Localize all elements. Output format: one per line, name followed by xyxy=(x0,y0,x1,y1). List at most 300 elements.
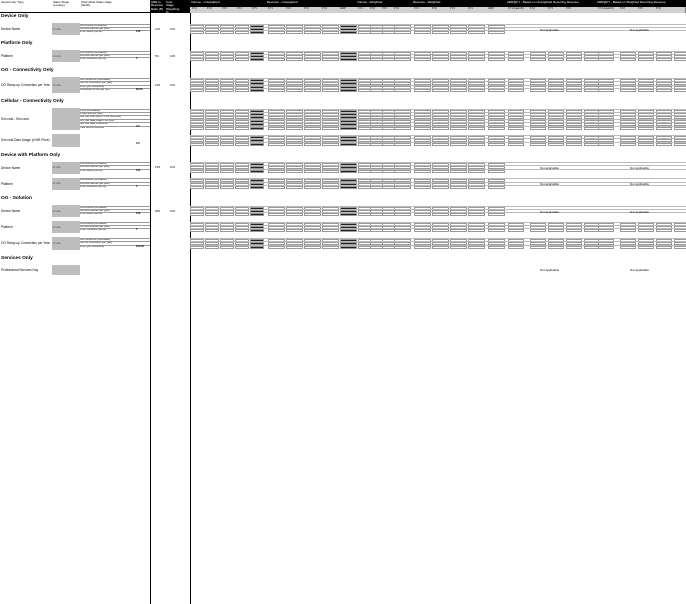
grid-cell[interactable] xyxy=(432,127,449,130)
grid-cell[interactable] xyxy=(468,213,485,216)
grid-cell[interactable] xyxy=(205,170,219,173)
grid-cell[interactable] xyxy=(190,246,204,249)
data-row xyxy=(190,228,686,232)
unit-cell[interactable] xyxy=(52,77,80,93)
grid-cell[interactable] xyxy=(450,31,467,34)
section-title: Platform Only xyxy=(1,41,33,47)
unit-cell[interactable] xyxy=(52,205,80,217)
data-grid xyxy=(190,221,686,233)
grid-cell[interactable] xyxy=(220,58,234,61)
grid-cell[interactable] xyxy=(340,186,357,189)
grid-cell[interactable] xyxy=(220,229,234,232)
arr-cell[interactable] xyxy=(598,143,614,146)
unit-cell[interactable] xyxy=(52,23,80,35)
grid-cell[interactable] xyxy=(468,186,485,189)
grid-cell[interactable] xyxy=(190,127,204,130)
grid-cell[interactable] xyxy=(250,89,264,92)
grid-cell[interactable] xyxy=(304,143,321,146)
grid-cell[interactable] xyxy=(235,246,249,249)
arr-cell[interactable] xyxy=(530,143,546,146)
grid-cell[interactable] xyxy=(468,58,485,61)
grid-cell[interactable] xyxy=(450,246,467,249)
data-grid xyxy=(190,23,686,35)
row-label: Full New Devices (per year) xyxy=(80,165,150,169)
grid-cell[interactable] xyxy=(250,170,264,173)
grid-cell[interactable] xyxy=(268,229,285,232)
grid-cell[interactable] xyxy=(432,58,449,61)
grid-cell[interactable] xyxy=(304,246,321,249)
arr-cell[interactable] xyxy=(638,58,654,61)
grid-cell[interactable] xyxy=(286,170,303,173)
grid-cell[interactable] xyxy=(220,213,234,216)
grid-cell[interactable] xyxy=(340,31,357,34)
cost-weighting-value[interactable]: 10% xyxy=(170,54,176,58)
grid-cell[interactable] xyxy=(432,213,449,216)
grid-cell[interactable] xyxy=(220,31,234,34)
grid-cell[interactable] xyxy=(488,127,505,130)
arr-ratio-value[interactable]: 25% xyxy=(155,209,161,213)
grid-cell[interactable] xyxy=(414,31,431,34)
data-row xyxy=(190,88,686,92)
grid-cell[interactable] xyxy=(340,213,357,216)
arr-cell[interactable] xyxy=(620,127,636,130)
arr-cell[interactable] xyxy=(674,127,686,130)
grid-cell[interactable] xyxy=(450,213,467,216)
arr-cell[interactable] xyxy=(508,58,524,61)
grid-cell[interactable] xyxy=(488,170,505,173)
cost-weighting-value[interactable]: 10% xyxy=(170,83,176,87)
grid-cell[interactable] xyxy=(322,31,339,34)
arr-ratio-value[interactable]: 10% xyxy=(155,27,161,31)
arr-u-fy1: FY1 (Launch) xyxy=(508,7,524,10)
grid-cell[interactable] xyxy=(220,127,234,130)
grid-cell[interactable] xyxy=(286,246,303,249)
grid-cell[interactable] xyxy=(205,246,219,249)
grid-cell[interactable] xyxy=(304,31,321,34)
arr-cell[interactable] xyxy=(656,229,672,232)
grid-cell[interactable] xyxy=(432,246,449,249)
row-label: Price: device ($USD) xyxy=(80,169,150,173)
grid-cell[interactable] xyxy=(205,127,219,130)
grid-cell[interactable] xyxy=(250,186,264,189)
arr-cell[interactable] xyxy=(674,89,686,92)
block-label: Professional Services Day xyxy=(1,267,39,272)
data-row xyxy=(190,169,686,173)
grid-cell[interactable] xyxy=(488,229,505,232)
arr-cell[interactable] xyxy=(620,143,636,146)
grid-cell[interactable] xyxy=(468,143,485,146)
grid-cell[interactable] xyxy=(450,186,467,189)
grid-cell[interactable] xyxy=(235,213,249,216)
arr-cell[interactable] xyxy=(566,229,582,232)
grid-cell[interactable] xyxy=(394,213,411,216)
grid-cell[interactable] xyxy=(414,89,431,92)
grid-cell[interactable] xyxy=(286,58,303,61)
grid-cell[interactable] xyxy=(394,127,411,130)
arr-cell[interactable] xyxy=(508,229,524,232)
grid-cell[interactable] xyxy=(235,143,249,146)
grid-cell[interactable] xyxy=(304,213,321,216)
arr-cell[interactable] xyxy=(566,58,582,61)
row-label: Price: device ($USD) xyxy=(80,30,150,34)
grid-cell[interactable] xyxy=(190,89,204,92)
arr-cell[interactable] xyxy=(638,246,654,249)
input-value[interactable]: 100 xyxy=(136,212,141,216)
grid-cell[interactable] xyxy=(394,143,411,146)
grid-cell[interactable] xyxy=(220,89,234,92)
grid-cell[interactable] xyxy=(450,143,467,146)
row-label: Price: device ($USD) xyxy=(80,212,150,216)
grid-cell[interactable] xyxy=(432,31,449,34)
arr-cell[interactable] xyxy=(638,143,654,146)
arr-w-fy3: FY3 xyxy=(638,7,643,10)
input-value[interactable]: $12.00 xyxy=(136,244,144,248)
arr-cell[interactable] xyxy=(548,58,564,61)
arr-weighted-na: Not applicable xyxy=(630,209,650,214)
grid-cell[interactable] xyxy=(340,58,357,61)
cost-weighting-value[interactable]: 10% xyxy=(170,166,176,170)
arr-cell[interactable] xyxy=(598,127,614,130)
grid-cell[interactable] xyxy=(235,89,249,92)
grid-cell[interactable] xyxy=(414,246,431,249)
grid-cell[interactable] xyxy=(322,246,339,249)
grid-cell[interactable] xyxy=(322,127,339,130)
grid-cell[interactable] xyxy=(304,127,321,130)
period-fy2: FY2 xyxy=(207,7,212,10)
row-label: Price: rev/device ($USD) xyxy=(80,228,150,232)
model-block xyxy=(0,162,686,174)
arr-cell[interactable] xyxy=(508,143,524,146)
grid-cell[interactable] xyxy=(235,170,249,173)
arr-ratio-value[interactable]: 5% xyxy=(155,54,159,58)
grid-cell[interactable] xyxy=(394,246,411,249)
header-arr-ratio: ARR to Revenue Ratio (B) xyxy=(150,0,165,13)
grid-cell[interactable] xyxy=(468,89,485,92)
data-row xyxy=(190,126,686,130)
arr-cell[interactable] xyxy=(566,89,582,92)
grid-cell[interactable] xyxy=(432,143,449,146)
grid-cell[interactable] xyxy=(190,186,204,189)
arr-cell[interactable] xyxy=(598,58,614,61)
grid-cell[interactable] xyxy=(250,143,264,146)
arr-cell[interactable] xyxy=(508,89,524,92)
arr-cell[interactable] xyxy=(598,229,614,232)
arr-ratio-value[interactable]: 15% xyxy=(155,83,161,87)
grid-cell[interactable] xyxy=(268,127,285,130)
arr-cell[interactable] xyxy=(548,127,564,130)
grid-cell[interactable] xyxy=(432,229,449,232)
grid-cell[interactable] xyxy=(268,186,285,189)
input-value[interactable]: 5 xyxy=(136,228,138,232)
grid-cell[interactable] xyxy=(286,186,303,189)
grid-cell[interactable] xyxy=(340,143,357,146)
row-label: Full Devices (cumulative) xyxy=(80,222,150,226)
column-divider xyxy=(150,13,151,604)
grid-cell[interactable] xyxy=(205,186,219,189)
grid-cell[interactable] xyxy=(488,143,505,146)
arr-cell[interactable] xyxy=(656,58,672,61)
input-value[interactable]: 100 xyxy=(136,30,141,34)
row-label: Full New Devices (per year) xyxy=(80,27,150,31)
w-period-fy4: FY4 xyxy=(394,7,399,10)
unit-cell[interactable] xyxy=(52,134,80,146)
arr-cell[interactable] xyxy=(548,143,564,146)
grid-cell[interactable] xyxy=(414,143,431,146)
grid-cell[interactable] xyxy=(322,143,339,146)
wr-period-fy1: FY1 xyxy=(414,7,419,10)
block-label: Sim cost Data Usage (# MB Price) xyxy=(1,138,50,143)
arr-cell[interactable] xyxy=(508,246,524,249)
unit-cell[interactable] xyxy=(52,178,80,190)
section-title: Cellular - Connectivity Only xyxy=(1,99,64,104)
arr-unweighted-na: Not applicable xyxy=(540,166,560,171)
unit-cell[interactable] xyxy=(52,50,80,62)
input-value[interactable]: 5 xyxy=(136,57,138,61)
arr-cell[interactable] xyxy=(530,58,546,61)
grid-cell[interactable] xyxy=(488,89,505,92)
grid-cell[interactable] xyxy=(450,58,467,61)
row-label: Total Service Revenue xyxy=(80,126,150,130)
cost-weighting-value[interactable]: 10% xyxy=(170,27,176,31)
sheet-header xyxy=(0,0,686,13)
grid-cell[interactable] xyxy=(394,89,411,92)
arr-cell[interactable] xyxy=(638,127,654,130)
grid-cell[interactable] xyxy=(414,127,431,130)
model-block xyxy=(0,108,686,130)
grid-cell[interactable] xyxy=(286,31,303,34)
grid-cell[interactable] xyxy=(268,89,285,92)
grid-cell[interactable] xyxy=(205,229,219,232)
grid-cell[interactable] xyxy=(488,186,505,189)
arr-u-fy2: FY2 xyxy=(530,7,535,10)
grid-cell[interactable] xyxy=(488,246,505,249)
grid-cell[interactable] xyxy=(205,143,219,146)
grid-cell[interactable] xyxy=(488,31,505,34)
input-value[interactable]: 2.5 xyxy=(136,125,140,129)
arr-cell[interactable] xyxy=(638,89,654,92)
unit-cell[interactable] xyxy=(52,221,80,233)
arr-u-fy4: FY4 xyxy=(566,7,571,10)
block-label: Device Name xyxy=(1,209,21,214)
arr-cell[interactable] xyxy=(620,89,636,92)
arr-cell[interactable] xyxy=(656,127,672,130)
grid-cell[interactable] xyxy=(414,170,431,173)
unit-cell[interactable] xyxy=(52,162,80,174)
block-label: Platform xyxy=(1,225,13,230)
grid-cell[interactable] xyxy=(450,170,467,173)
grid-cell[interactable] xyxy=(268,58,285,61)
wr-period-grp: GRP xyxy=(488,7,494,10)
grid-cell[interactable] xyxy=(286,89,303,92)
grid-cell[interactable] xyxy=(468,246,485,249)
grid-cell[interactable] xyxy=(286,229,303,232)
grid-cell[interactable] xyxy=(190,213,204,216)
grid-cell[interactable] xyxy=(286,213,303,216)
header-volume-weighted: Volume - Weighted xyxy=(356,0,412,7)
grid-cell[interactable] xyxy=(190,58,204,61)
grid-cell[interactable] xyxy=(190,143,204,146)
arr-cell[interactable] xyxy=(656,89,672,92)
arr-cell[interactable] xyxy=(548,229,564,232)
arr-cell[interactable] xyxy=(548,246,564,249)
arr-cell[interactable] xyxy=(566,143,582,146)
grid-cell[interactable] xyxy=(432,89,449,92)
grid-cell[interactable] xyxy=(205,89,219,92)
input-value[interactable]: 0.6 xyxy=(136,141,140,145)
unit-cell[interactable] xyxy=(52,108,80,130)
grid-cell[interactable] xyxy=(450,89,467,92)
rev-period-fy3: FY3 xyxy=(304,7,309,10)
rev-period-fy4: FY4 xyxy=(322,7,327,10)
arr-unweighted-na: Not Applicable xyxy=(540,267,560,272)
grid-cell[interactable] xyxy=(235,58,249,61)
arr-cell[interactable] xyxy=(530,89,546,92)
row-label: Sim cost Data Usage Price (Mb) xyxy=(80,119,150,123)
arr-w-fy2: FY2 xyxy=(620,7,625,10)
arr-cell[interactable] xyxy=(566,127,582,130)
unit-label: in units xyxy=(53,241,61,245)
grid-cell[interactable] xyxy=(394,229,411,232)
grid-cell[interactable] xyxy=(250,213,264,216)
grid-cell[interactable] xyxy=(432,170,449,173)
data-grid xyxy=(190,77,686,93)
grid-cell[interactable] xyxy=(322,213,339,216)
grid-cell[interactable] xyxy=(340,127,357,130)
input-value[interactable]: $5.00 xyxy=(136,87,143,91)
arr-u-fy3: FY3 xyxy=(548,7,553,10)
grid-cell[interactable] xyxy=(468,170,485,173)
arr-cell[interactable] xyxy=(530,127,546,130)
unit-cell[interactable] xyxy=(52,265,80,275)
grid-cell[interactable] xyxy=(340,170,357,173)
grid-cell[interactable] xyxy=(205,58,219,61)
grid-cell[interactable] xyxy=(394,186,411,189)
grid-cell[interactable] xyxy=(394,31,411,34)
grid-cell[interactable] xyxy=(322,229,339,232)
period-fy5: FY5 xyxy=(252,7,257,10)
input-value[interactable]: 5 xyxy=(136,184,138,188)
cost-weighting-value[interactable]: 10% xyxy=(170,209,176,213)
arr-cell[interactable] xyxy=(620,58,636,61)
arr-cell[interactable] xyxy=(674,58,686,61)
grid-cell[interactable] xyxy=(414,58,431,61)
row-label: Sim cost (SIM Card) - Price (SIM card) xyxy=(80,115,150,119)
grid-cell[interactable] xyxy=(235,127,249,130)
grid-cell[interactable] xyxy=(286,143,303,146)
grid-cell[interactable] xyxy=(488,58,505,61)
arr-cell[interactable] xyxy=(656,143,672,146)
grid-cell[interactable] xyxy=(450,127,467,130)
grid-cell[interactable] xyxy=(432,186,449,189)
grid-cell[interactable] xyxy=(220,170,234,173)
grid-cell[interactable] xyxy=(286,127,303,130)
grid-cell[interactable] xyxy=(235,229,249,232)
grid-cell[interactable] xyxy=(468,127,485,130)
row-label: Full Devices (cumulative) xyxy=(80,24,150,28)
grid-cell[interactable] xyxy=(304,229,321,232)
grid-cell[interactable] xyxy=(205,31,219,34)
arr-cell[interactable] xyxy=(638,229,654,232)
arr-cell[interactable] xyxy=(598,246,614,249)
grid-cell[interactable] xyxy=(250,127,264,130)
grid-cell[interactable] xyxy=(414,213,431,216)
arr-cell[interactable] xyxy=(548,89,564,92)
grid-cell[interactable] xyxy=(468,31,485,34)
grid-cell[interactable] xyxy=(250,58,264,61)
header-volume-unweighted: Volume - Unweighted xyxy=(190,0,266,7)
block-label: Sim cost - Sim card xyxy=(1,117,29,122)
grid-cell[interactable] xyxy=(450,229,467,232)
arr-cell[interactable] xyxy=(674,229,686,232)
arr-cell[interactable] xyxy=(530,229,546,232)
grid-cell[interactable] xyxy=(304,170,321,173)
grid-cell[interactable] xyxy=(205,213,219,216)
block-label: Device Name xyxy=(1,165,21,170)
arr-cell[interactable] xyxy=(530,246,546,249)
grid-cell[interactable] xyxy=(322,186,339,189)
grid-cell[interactable] xyxy=(414,186,431,189)
grid-cell[interactable] xyxy=(250,229,264,232)
arr-cell[interactable] xyxy=(674,246,686,249)
grid-cell[interactable] xyxy=(322,89,339,92)
grid-cell[interactable] xyxy=(235,186,249,189)
arr-cell[interactable] xyxy=(620,229,636,232)
row-label: Full Devices (cumulative) xyxy=(80,178,150,182)
grid-cell[interactable] xyxy=(304,89,321,92)
grid-cell[interactable] xyxy=(304,186,321,189)
header-revenue-unweighted: Revenue - Unweighted xyxy=(266,0,356,7)
grid-cell[interactable] xyxy=(220,246,234,249)
grid-cell[interactable] xyxy=(190,31,204,34)
grid-cell[interactable] xyxy=(220,186,234,189)
grid-cell[interactable] xyxy=(340,229,357,232)
grid-cell[interactable] xyxy=(268,143,285,146)
grid-cell[interactable] xyxy=(268,246,285,249)
arr-cell[interactable] xyxy=(656,246,672,249)
arr-cell[interactable] xyxy=(674,143,686,146)
grid-cell[interactable] xyxy=(190,229,204,232)
arr-cell[interactable] xyxy=(566,246,582,249)
grid-cell[interactable] xyxy=(488,213,505,216)
grid-cell[interactable] xyxy=(268,170,285,173)
arr-cell[interactable] xyxy=(598,89,614,92)
grid-cell[interactable] xyxy=(235,31,249,34)
grid-cell[interactable] xyxy=(250,31,264,34)
grid-cell[interactable] xyxy=(340,89,357,92)
arr-ratio-value[interactable]: 15% xyxy=(155,166,161,170)
arr-weighted-na: Not applicable xyxy=(630,182,650,187)
grid-cell[interactable] xyxy=(414,229,431,232)
arr-cell[interactable] xyxy=(620,246,636,249)
grid-cell[interactable] xyxy=(304,58,321,61)
grid-cell[interactable] xyxy=(190,170,204,173)
grid-cell[interactable] xyxy=(468,229,485,232)
grid-cell[interactable] xyxy=(220,143,234,146)
input-value[interactable]: 100 xyxy=(136,168,141,172)
grid-cell[interactable] xyxy=(268,213,285,216)
grid-cell[interactable] xyxy=(340,246,357,249)
grid-cell[interactable] xyxy=(394,170,411,173)
row-label: Full OG Connection (per year) xyxy=(80,241,150,245)
unit-cell[interactable] xyxy=(52,237,80,249)
grid-cell[interactable] xyxy=(394,58,411,61)
grid-cell[interactable] xyxy=(322,58,339,61)
grid-cell[interactable] xyxy=(268,31,285,34)
grid-cell[interactable] xyxy=(250,246,264,249)
arr-cell[interactable] xyxy=(508,127,524,130)
block-label: Platform xyxy=(1,54,13,59)
grid-cell[interactable] xyxy=(322,170,339,173)
